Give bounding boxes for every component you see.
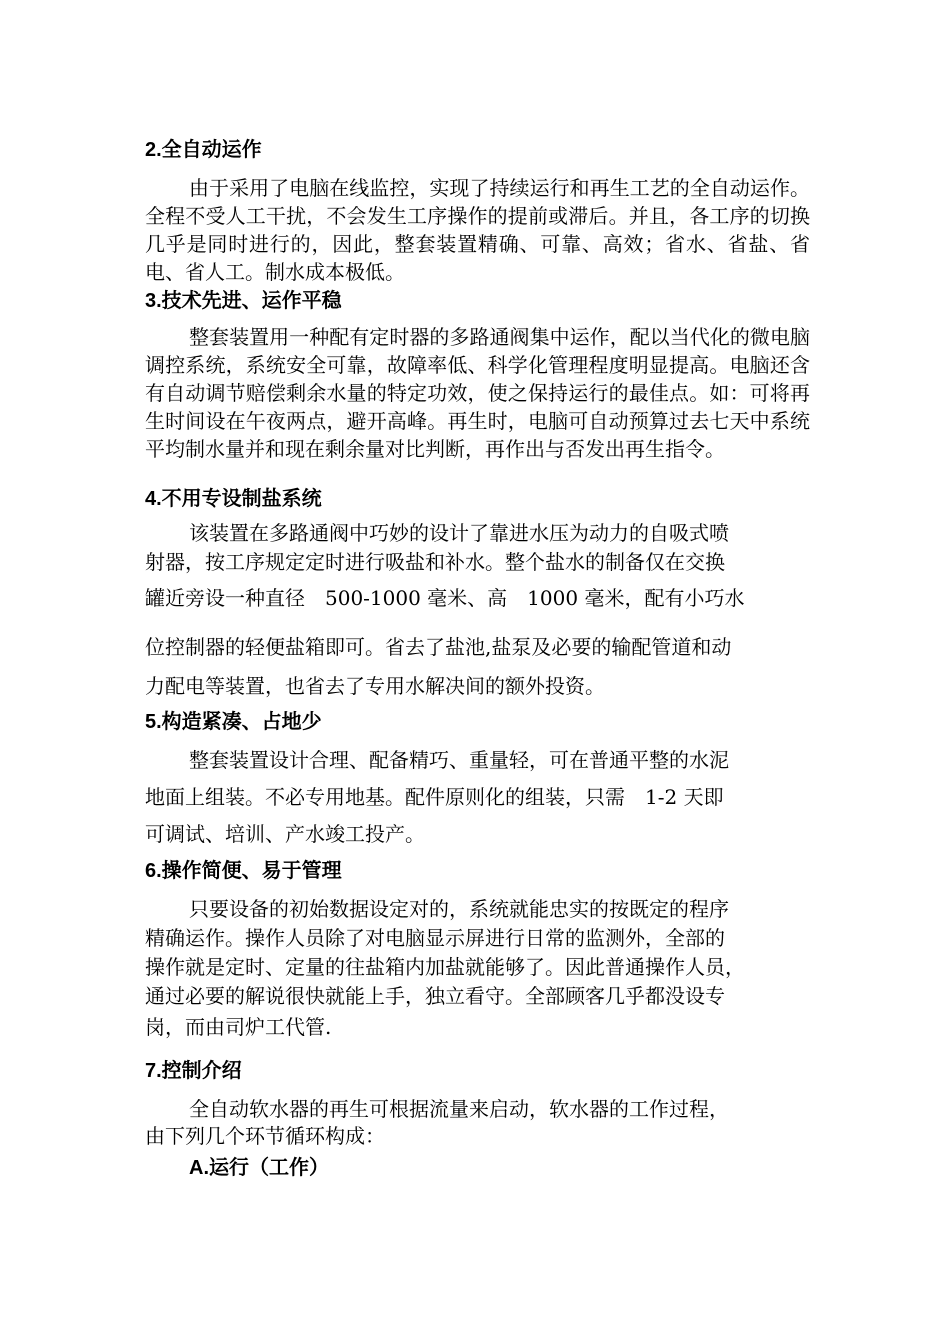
section-7-line-1: 全自动软水器的再生可根据流量来启动，软水器的工作过程， <box>189 1097 729 1121</box>
section-7-line-2: 由下列几个环节循环构成： <box>145 1124 385 1148</box>
section-heading-7: 7.控制介绍 <box>145 1060 242 1082</box>
section-5-line-3: 可调试、培训、产水竣工投产。 <box>145 822 425 846</box>
subheading-a: A.运行（工作） <box>189 1157 329 1179</box>
section-5-line-1: 整套装置设计合理、配备精巧、重量轻，可在普通平整的水泥 <box>189 748 729 772</box>
section-6-line-4: 通过必要的解说很快就能上手，独立看守。全部顾客几乎都没设专 <box>145 984 725 1008</box>
section-heading-6: 6.操作简便、易于管理 <box>145 860 342 882</box>
section-paragraph-2: 由于采用了电脑在线监控，实现了持续运行和再生工艺的全自动运作。全程不受人工干扰，不会发生工序操作的提前或滞后。并且，各工序的切换几乎是同时进行的，因此，整套装置精确、可靠、高效；省水、省盐、省电、省人工。制水成本极低。 <box>145 176 810 284</box>
section-6-line-1: 只要设备的初始数据设定对的，系统就能忠实的按既定的程序 <box>189 897 729 921</box>
section-6-line-5: 岗，而由司炉工代管. <box>145 1015 332 1039</box>
section-paragraph-3: 整套装置用一种配有定时器的多路通阀集中运作，配以当代化的微电脑调控系统，系统安全可靠，故障率低、科学化管理程度明显提高。电脑还含有自动调节赔偿剩余水量的特定功效，使之保持运行的最佳点。如：可将再生时间设在午夜两点，避开高峰。再生时，电脑可自动预算过去七天中系统平均制水量并和现在剩余量对比判断，再作出与否发出再生指令。 <box>145 325 810 461</box>
section-4-line-1: 该装置在多路通阀中巧妙的设计了靠进水压为动力的自吸式喷 <box>189 521 729 545</box>
section-heading-4: 4.不用专设制盐系统 <box>145 488 322 510</box>
section-4-line-2: 射器，按工序规定定时进行吸盐和补水。整个盐水的制备仅在交换 <box>145 550 725 574</box>
section-4-line-5: 力配电等装置，也省去了专用水解决间的额外投资。 <box>145 674 605 698</box>
section-5-line-2: 地面上组装。不必专用地基。配件原则化的组装，只需 1-2 天即 <box>145 785 724 809</box>
section-4-line-4: 位控制器的轻便盐箱即可。省去了盐池,盐泵及必要的输配管道和动 <box>145 635 732 659</box>
section-4-line-3: 罐近旁设一种直径 500-1000 毫米、高 1000 毫米，配有小巧水 <box>145 586 745 610</box>
section-heading-5: 5.构造紧凑、占地少 <box>145 711 322 733</box>
section-6-line-2: 精确运作。操作人员除了对电脑显示屏进行日常的监测外，全部的 <box>145 926 725 950</box>
section-heading-3: 3.技术先进、运作平稳 <box>145 290 342 312</box>
section-6-line-3: 操作就是定时、定量的往盐箱内加盐就能够了。因此普通操作人员， <box>145 955 745 979</box>
section-heading-2: 2.全自动运作 <box>145 139 262 161</box>
